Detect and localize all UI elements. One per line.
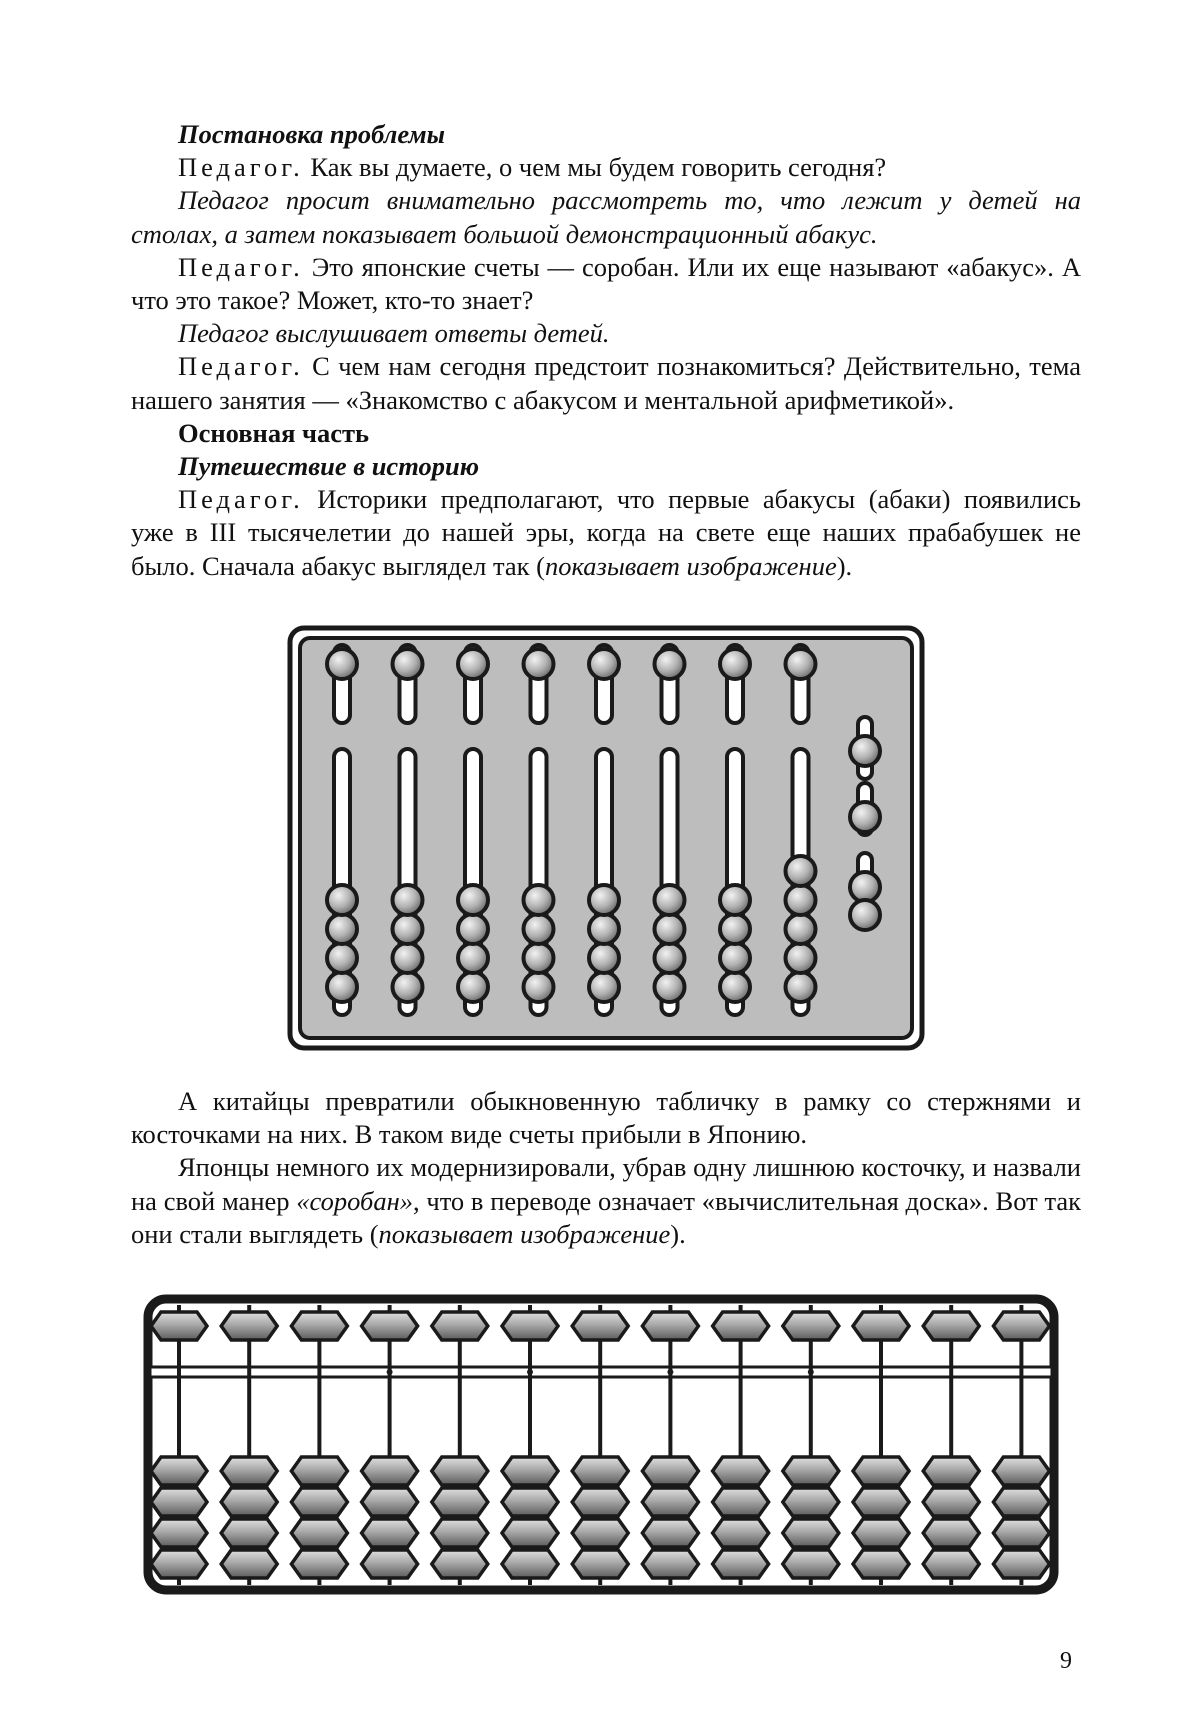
bead <box>923 1550 979 1578</box>
bead <box>720 649 750 679</box>
bead <box>393 885 423 915</box>
speaker-label: Педагог. <box>178 152 304 183</box>
bead <box>432 1550 488 1578</box>
bead <box>642 1550 698 1578</box>
bead <box>327 943 357 973</box>
bead <box>993 1488 1049 1516</box>
bead <box>291 1550 347 1578</box>
bead <box>786 885 816 915</box>
paragraph-text: ). <box>670 1218 686 1249</box>
bead <box>786 856 816 886</box>
bead <box>432 1519 488 1547</box>
bead <box>151 1312 207 1340</box>
bead <box>291 1519 347 1547</box>
bead <box>524 885 554 915</box>
paragraph-text: , что в переводе означает «вычислительная доска». Вот так они стали выглядеть ( <box>131 1185 1081 1249</box>
bead <box>655 914 685 944</box>
bead <box>502 1312 558 1340</box>
text-section-2 <box>131 1085 1081 1251</box>
bead <box>923 1457 979 1485</box>
paragraph-text: Как вы думаете, о чем мы будем говорить сегодня? <box>303 152 887 183</box>
bead <box>458 972 488 1002</box>
bead <box>853 1519 909 1547</box>
bead <box>221 1550 277 1578</box>
bead <box>589 943 619 973</box>
bead <box>993 1550 1049 1578</box>
unit-dot <box>808 1369 814 1375</box>
bead <box>362 1457 418 1485</box>
bead <box>850 802 880 832</box>
bead <box>853 1550 909 1578</box>
bead <box>291 1457 347 1485</box>
bead <box>786 914 816 944</box>
paragraph <box>131 483 1081 583</box>
page-number: 9 <box>1060 1648 1072 1674</box>
stage-direction: Педагог просит внимательно рассмотреть то, что лежит у детей на столах, а затем показывает большой демонстрационный абакус. <box>131 185 1081 249</box>
bead <box>502 1519 558 1547</box>
bead <box>923 1312 979 1340</box>
bead <box>572 1312 628 1340</box>
bead <box>432 1312 488 1340</box>
bead <box>589 914 619 944</box>
bead <box>458 914 488 944</box>
bead <box>362 1312 418 1340</box>
bead <box>713 1550 769 1578</box>
bead <box>853 1457 909 1485</box>
bead <box>720 943 750 973</box>
bead <box>720 972 750 1002</box>
bead <box>783 1312 839 1340</box>
paragraph <box>131 350 1081 416</box>
bead <box>993 1312 1049 1340</box>
bead <box>783 1488 839 1516</box>
text-section-1 <box>131 118 1081 583</box>
bead <box>642 1488 698 1516</box>
bead <box>432 1457 488 1485</box>
bead <box>502 1550 558 1578</box>
bead <box>362 1550 418 1578</box>
bead <box>362 1488 418 1516</box>
bead <box>783 1550 839 1578</box>
bead <box>853 1312 909 1340</box>
bead <box>655 972 685 1002</box>
bead <box>783 1457 839 1485</box>
bead <box>291 1488 347 1516</box>
bead <box>572 1457 628 1485</box>
paragraph-text: Японцы немного их модернизировали, убрав одну лишнюю косточку, и назвали на свой манер <box>131 1152 1081 1216</box>
bead <box>713 1488 769 1516</box>
bead <box>655 885 685 915</box>
speaker-label: Педагог. <box>178 251 304 282</box>
bead <box>151 1550 207 1578</box>
italic-text: показывает изображение <box>378 1218 671 1249</box>
bead <box>786 972 816 1002</box>
italic-text: показывает изображение <box>545 550 837 581</box>
bead <box>589 972 619 1002</box>
bead <box>713 1312 769 1340</box>
bead <box>655 943 685 973</box>
bead <box>642 1312 698 1340</box>
bead <box>853 1488 909 1516</box>
bead <box>458 943 488 973</box>
paragraph-text: ). <box>836 550 853 581</box>
bead <box>655 649 685 679</box>
bead <box>713 1457 769 1485</box>
bead <box>458 885 488 915</box>
bead <box>923 1519 979 1547</box>
heading-problem: Постановка проблемы <box>178 119 445 149</box>
bead <box>993 1457 1049 1485</box>
unit-dot <box>527 1369 533 1375</box>
bead <box>850 736 880 766</box>
bead <box>393 943 423 973</box>
heading-journey: Путешествие в историю <box>178 451 480 482</box>
roman-abacus-illustration <box>287 625 925 1051</box>
bead <box>151 1488 207 1516</box>
bead <box>221 1312 277 1340</box>
bead <box>589 885 619 915</box>
bead <box>850 872 880 902</box>
bead <box>783 1519 839 1547</box>
bead <box>151 1519 207 1547</box>
bead <box>151 1457 207 1485</box>
bead <box>502 1488 558 1516</box>
bead <box>458 649 488 679</box>
bead <box>393 649 423 679</box>
bead <box>572 1488 628 1516</box>
bead <box>524 914 554 944</box>
bead <box>589 649 619 679</box>
bead <box>327 914 357 944</box>
bead <box>713 1519 769 1547</box>
paragraph-text: Историки предполагают, что первые абакусы (абаки) появились уже в III тысячелетии до нашей эры, когда на свете еще наших прабабушек не было. Сначала абакус выглядел так ( <box>131 484 1081 581</box>
paragraph <box>131 251 1081 317</box>
paragraph <box>131 151 1081 184</box>
paragraph-text: Это японские счеты — соробан. Или их еще называют «абакус». А что это такое? Может, кто-то знает? <box>131 251 1081 316</box>
bead <box>291 1312 347 1340</box>
bead <box>524 972 554 1002</box>
bead <box>393 972 423 1002</box>
bead <box>432 1488 488 1516</box>
paragraph: А китайцы превратили обыкновенную табличку в рамку со стержнями и косточками на них. В таком виде счеты прибыли в Японию. <box>131 1086 1081 1150</box>
italic-term: «соробан» <box>296 1185 413 1216</box>
bead <box>524 649 554 679</box>
bead <box>524 943 554 973</box>
unit-dot <box>667 1369 673 1375</box>
unit-dot <box>387 1369 393 1375</box>
bead <box>221 1457 277 1485</box>
bead <box>362 1519 418 1547</box>
bead <box>221 1488 277 1516</box>
bead <box>720 885 750 915</box>
bead <box>393 914 423 944</box>
stage-direction: Педагог выслушивает ответы детей. <box>178 318 610 349</box>
bead <box>327 972 357 1002</box>
bead <box>327 885 357 915</box>
bead <box>786 943 816 973</box>
speaker-label: Педагог. <box>178 351 304 382</box>
bead <box>502 1457 558 1485</box>
bead <box>327 649 357 679</box>
paragraph-text: С чем нам сегодня предстоит познакомиться? Действительно, тема нашего занятия — «Знакомство с абакусом и ментальной арифметикой». <box>131 351 1081 415</box>
bead <box>642 1519 698 1547</box>
speaker-label: Педагог. <box>178 484 304 515</box>
soroban-illustration <box>142 1293 1060 1596</box>
bead <box>572 1550 628 1578</box>
bead <box>786 649 816 679</box>
bead <box>642 1457 698 1485</box>
heading-main: Основная часть <box>178 417 370 448</box>
bead <box>923 1488 979 1516</box>
bead <box>993 1519 1049 1547</box>
paragraph <box>131 1151 1081 1251</box>
bead <box>572 1519 628 1547</box>
bead <box>720 914 750 944</box>
bead <box>850 900 880 930</box>
bead <box>221 1519 277 1547</box>
